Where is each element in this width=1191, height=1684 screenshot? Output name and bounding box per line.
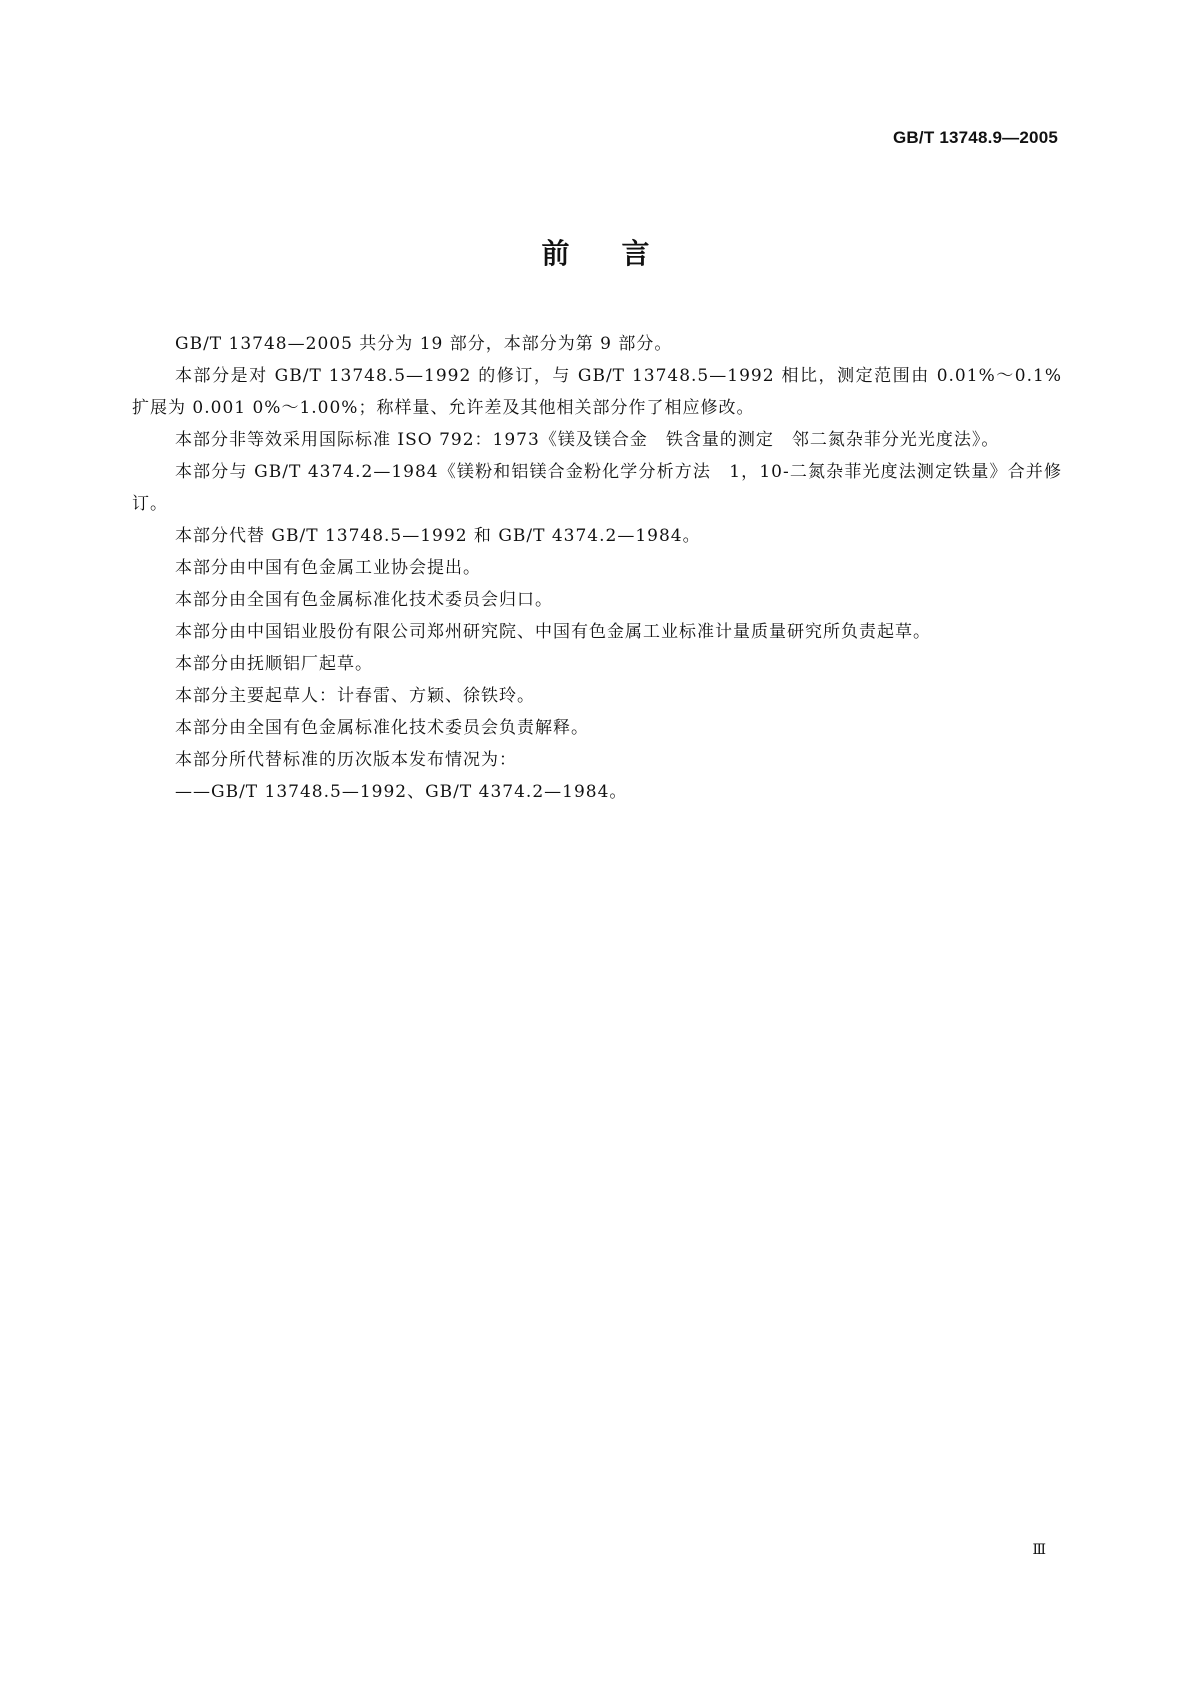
paragraph-parts: GB/T 13748—2005 共分为 19 部分，本部分为第 9 部分。	[175, 334, 673, 354]
paragraph-centralized-by: 本部分由全国有色金属标准化技术委员会归口。	[175, 590, 553, 610]
standard-code: GB/T 13748.9—2005	[893, 128, 1058, 147]
paragraph-history-intro: 本部分所代替标准的历次版本发布情况为：	[175, 750, 517, 770]
paragraph-interpretation: 本部分由全国有色金属标准化技术委员会负责解释。	[175, 718, 589, 738]
paragraph-drafted-by: 本部分由抚顺铝厂起草。	[175, 654, 373, 674]
paragraph-drafting-org: 本部分由中国铝业股份有限公司郑州研究院、中国有色金属工业标准计量质量研究所负责起草。	[175, 622, 931, 642]
paragraph-merge: 本部分与 GB/T 4374.2—1984《镁粉和铝镁合金粉化学分析方法 1，10-二氮杂菲光度法测定铁量》合并修订。	[132, 462, 1062, 514]
paragraph-history-list: ——GB/T 13748.5—1992、GB/T 4374.2—1984。	[175, 782, 628, 802]
paragraph-replaces: 本部分代替 GB/T 13748.5—1992 和 GB/T 4374.2—1984。	[175, 526, 701, 546]
paragraph-iso-reference: 本部分非等效采用国际标准 ISO 792：1973《镁及镁合金 铁含量的测定 邻二氮杂菲分光光度法》。	[175, 430, 1000, 450]
paragraph-proposed-by: 本部分由中国有色金属工业协会提出。	[175, 558, 481, 578]
page-number: Ⅲ	[1032, 1542, 1045, 1558]
page-title: 前言	[541, 237, 702, 270]
paragraph-revision: 本部分是对 GB/T 13748.5—1992 的修订，与 GB/T 13748.5—1992 相比，测定范围由 0.01%～0.1%扩展为 0.001 0%～1.00%；称样量、允许差及其他相关部分作了相应修改。	[132, 366, 1062, 418]
foreword-body	[132, 328, 1062, 808]
paragraph-drafters: 本部分主要起草人：计春雷、方颖、徐铁玲。	[175, 686, 535, 706]
